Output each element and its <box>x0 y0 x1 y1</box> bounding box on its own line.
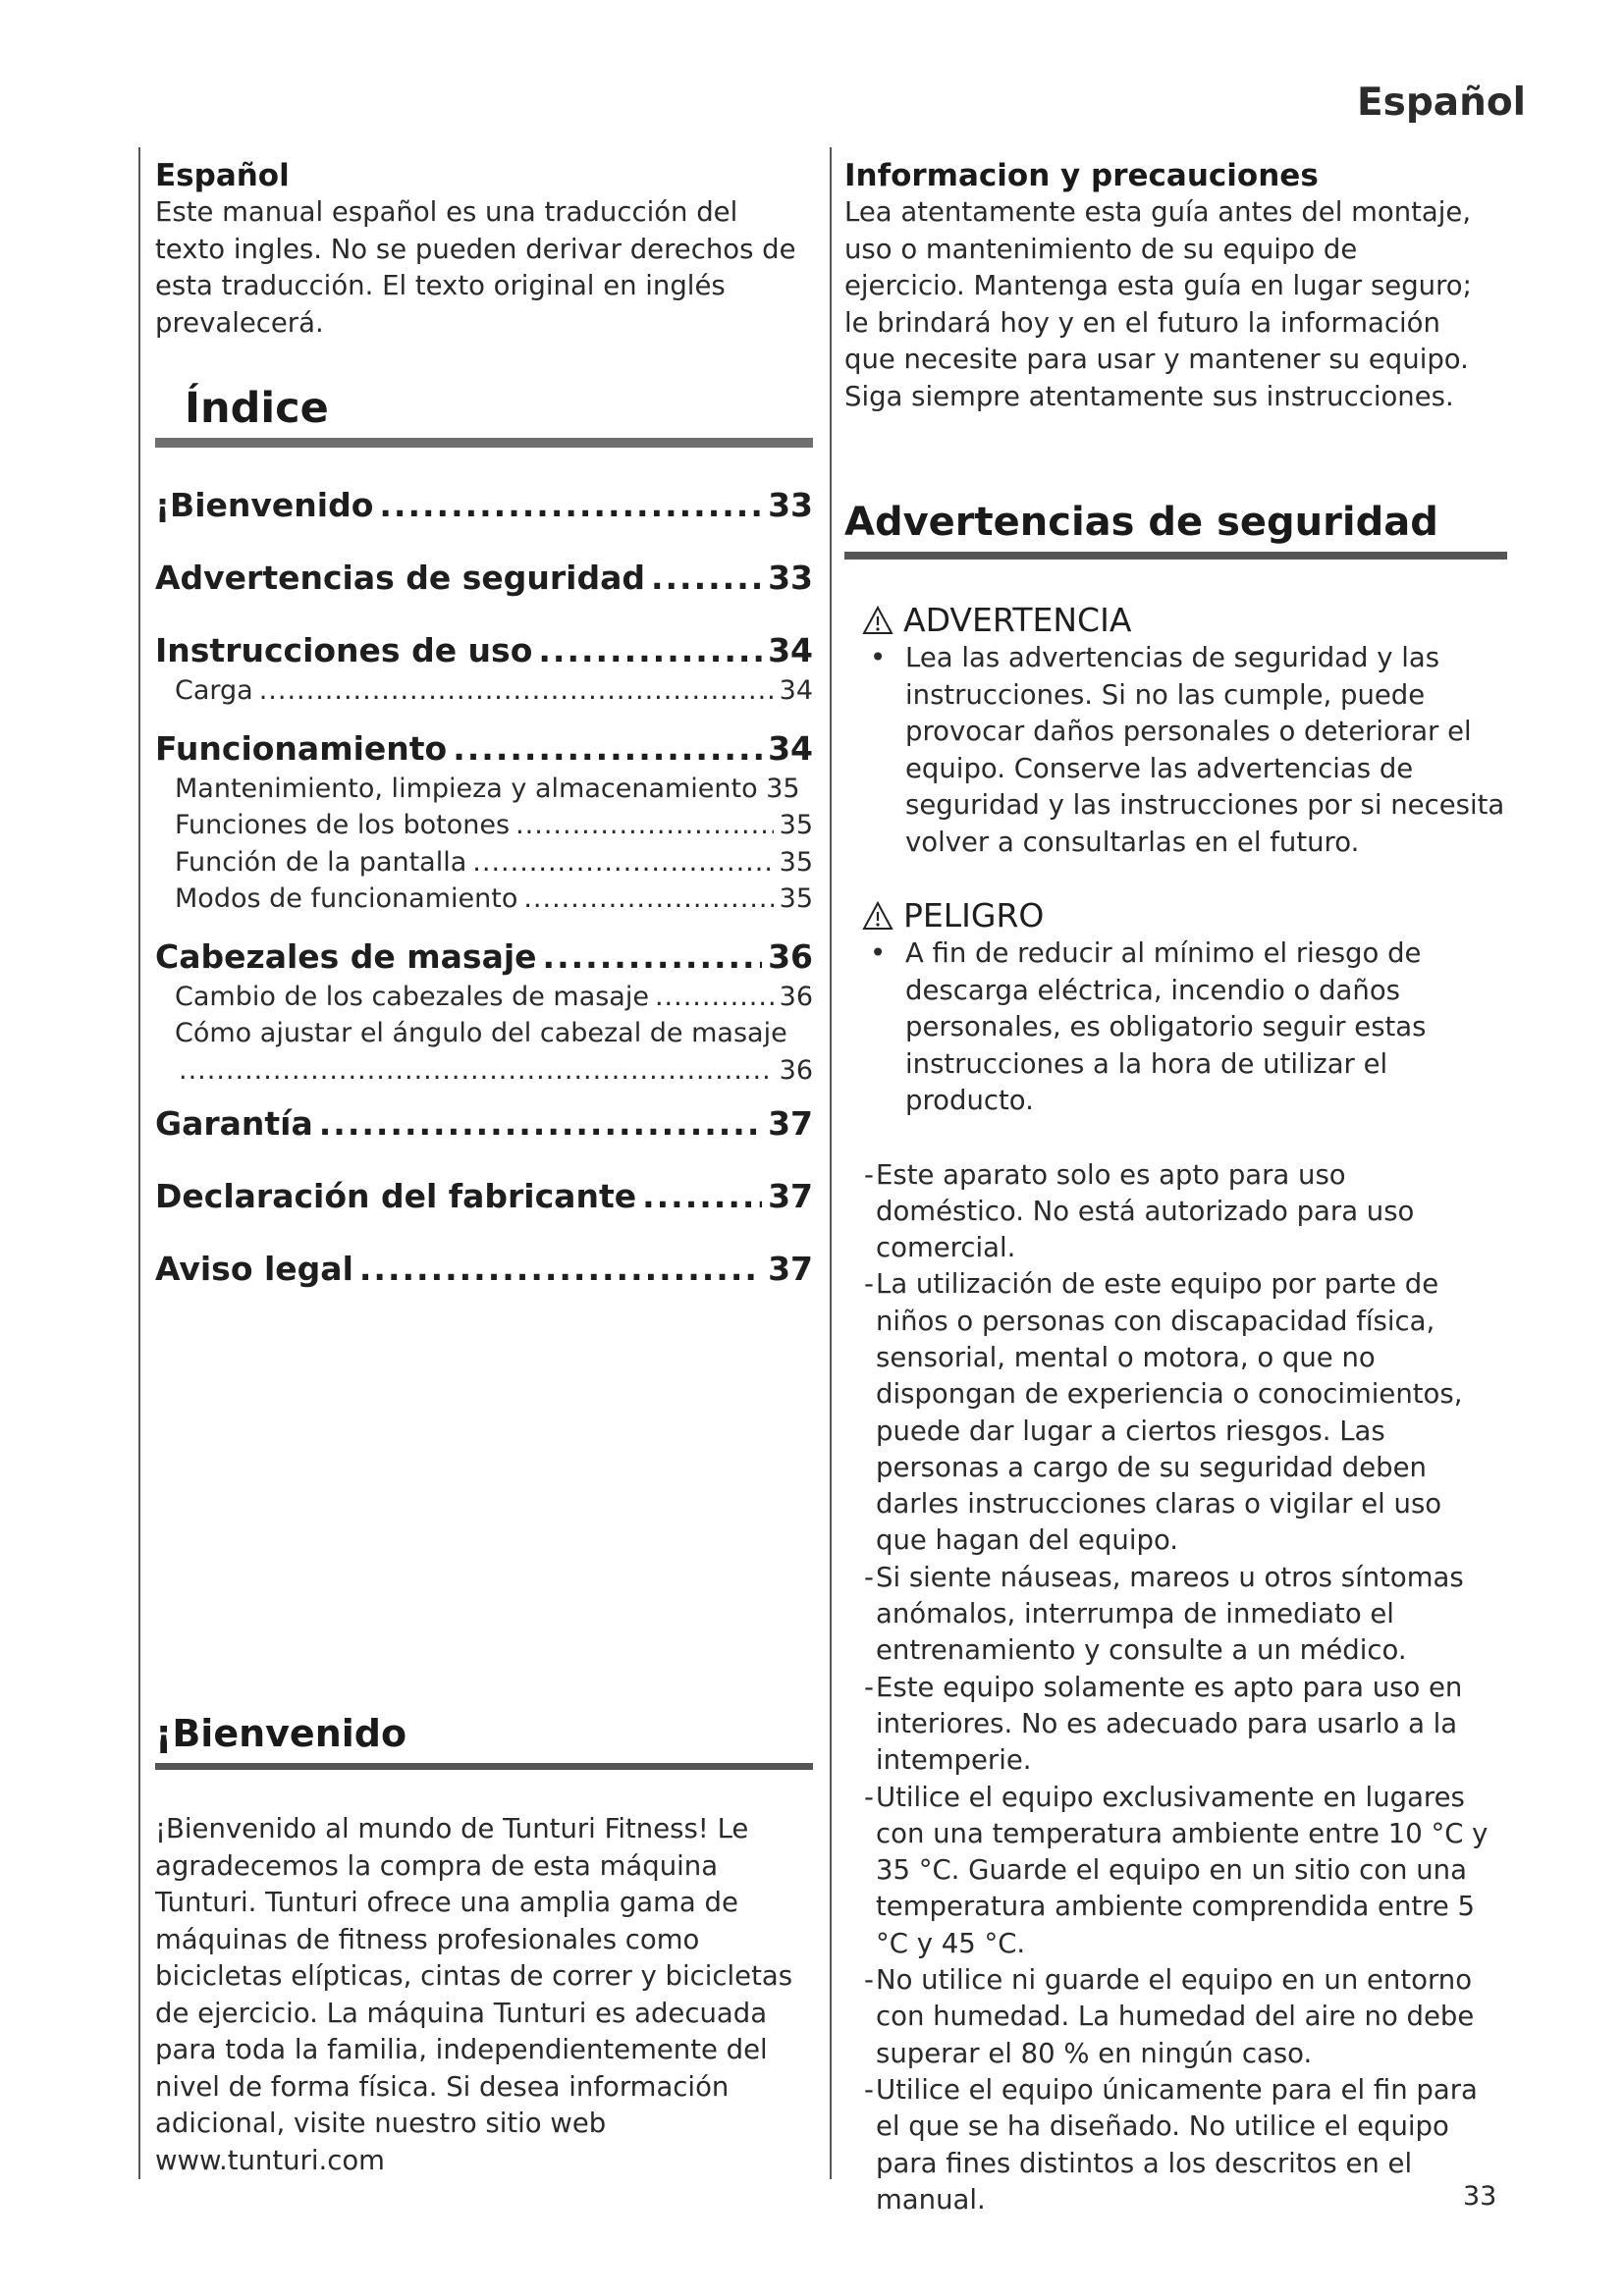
welcome-section <box>155 1708 813 2179</box>
welcome-title: ¡Bienvenido <box>155 1712 407 1755</box>
intro-section <box>155 157 813 342</box>
right-column-rule <box>830 147 832 2179</box>
info-title: Informacion y precauciones <box>844 158 1319 193</box>
toc-subentry-page: 35 <box>779 810 813 840</box>
toc-subentry-botones[interactable] <box>155 807 813 844</box>
dash-marker: - <box>864 1268 874 1301</box>
toc-entry-page: 37 <box>768 1250 813 1288</box>
toc-leader-dots <box>515 807 774 844</box>
toc-leader-dots <box>538 629 762 672</box>
toc-leader-dots <box>359 1248 762 1291</box>
toc-leader-dots <box>655 979 774 1016</box>
bullet-icon: • <box>870 642 887 673</box>
toc-subentry-label: Cómo ajustar el ángulo del cabezal de masaje <box>175 1018 787 1048</box>
danger-label: PELIGRO <box>903 896 1045 934</box>
toc-subentry-page: 35 <box>779 883 813 914</box>
toc-entry-page: 34 <box>768 631 813 669</box>
toc-leader-dots <box>259 672 774 710</box>
safety-rule-item <box>844 1266 1492 1559</box>
danger-heading <box>844 896 1507 935</box>
index-title: Índice <box>185 384 329 433</box>
toc-entry-page: 33 <box>768 559 813 597</box>
safety-rule-text: Utilice el equipo únicamente para el fin para el que se ha diseñado. No utilice el equipo para fines distintos a los descritos en el manual. <box>876 2073 1478 2216</box>
warning-label: ADVERTENCIA <box>903 601 1132 639</box>
toc-subentry-page: 34 <box>779 675 813 706</box>
toc-entry-funcionamiento[interactable] <box>155 727 813 771</box>
bullet-icon: • <box>870 937 887 969</box>
info-section <box>844 157 1507 415</box>
language-header: Español <box>1356 80 1526 125</box>
toc-leader-dots <box>453 727 762 771</box>
toc-entry-cabezales[interactable] <box>155 935 813 979</box>
safety-rule-item <box>844 1780 1492 1962</box>
safety-rule-item <box>844 1560 1492 1670</box>
safety-title-bar <box>844 552 1507 560</box>
toc-subentry-carga[interactable] <box>155 672 813 710</box>
toc-entry-label: Garantía <box>155 1104 313 1143</box>
toc-subentry-pantalla[interactable] <box>155 844 813 881</box>
safety-title: Advertencias de seguridad <box>844 500 1438 545</box>
warning-triangle-icon <box>862 606 893 635</box>
page-number: 33 <box>1463 2181 1497 2212</box>
toc-entry-page: 33 <box>768 486 813 524</box>
toc-entry-declaracion[interactable] <box>155 1175 813 1218</box>
toc-entry-label: ¡Bienvenido <box>155 486 374 524</box>
toc-leader-dots <box>379 484 762 527</box>
toc-entry-label: Funcionamiento <box>155 728 448 768</box>
toc-subentry-label: Carga <box>175 675 253 706</box>
toc-entry-label: Advertencias de seguridad <box>155 559 645 597</box>
warning-block <box>844 601 1507 861</box>
safety-rule-item <box>844 1670 1492 1780</box>
toc-entry-label: Instrucciones de uso <box>155 631 533 669</box>
toc-subentry-page: 35 <box>779 846 813 878</box>
warning-text: Lea las advertencias de seguridad y las instrucciones. Si no las cumple, puede provocar daños personales o deteriorar el equipo. Conserve las advertencias de seguridad y las instrucciones por si necesita volver a consultarlas en el futuro. <box>905 642 1505 858</box>
toc-subentry-label: Función de la pantalla <box>175 846 467 878</box>
toc-subentry-label: Mantenimiento, limpieza y almacenamiento 35 <box>175 773 800 804</box>
welcome-text: ¡Bienvenido al mundo de Tunturi Fitness! Le agradecemos la compra de esta máquina Tunturi. Tunturi ofrece una amplia gama de máquinas de fitness profesionales como bicicletas elípticas, cintas de correr y bicicletas de ejercicio. La máquina Tunturi es adecuada para toda la familia, independientemente del nivel de forma física. Si desea información adicional, visite nuestro sitio web www.tunturi.com <box>155 1813 793 2176</box>
left-column-rule <box>138 147 140 2179</box>
safety-rule-text: Este equipo solamente es apto para uso en interiores. No es adecuado para usarlo a la intemperie. <box>876 1671 1463 1777</box>
toc-leader-dots <box>642 1175 762 1218</box>
danger-text: A fin de reducir al mínimo el riesgo de descarga eléctrica, incendio o daños personales, es obligatorio seguir estas instrucciones a la hora de utilizar el producto. <box>905 937 1427 1116</box>
toc-leader-dots <box>179 1052 774 1090</box>
toc-subentry-mantenimiento[interactable] <box>155 771 813 808</box>
toc-subentry-angulo-page-line[interactable] <box>155 1052 813 1090</box>
toc-entry-bienvenido[interactable] <box>155 484 813 527</box>
toc-entry-label: Aviso legal <box>155 1250 353 1288</box>
safety-rule-text: No utilice ni guarde el equipo en un entorno con humedad. La humedad del aire no debe superar el 80 % en ningún caso. <box>876 1964 1475 2069</box>
toc-entry-instrucciones[interactable] <box>155 629 813 672</box>
toc-entry-page: 36 <box>768 936 813 976</box>
toc-subentry-page: 36 <box>779 981 813 1012</box>
dash-marker: - <box>864 1671 874 1703</box>
toc-leader-dots <box>319 1102 762 1146</box>
info-text: Lea atentamente esta guía antes del montaje, uso o mantenimiento de su equipo de ejercicio. Mantenga esta guía en lugar seguro; le brindará hoy y en el futuro la información que necesite para usar y mantener su equipo. Siga siempre atentamente sus instrucciones. <box>844 196 1472 412</box>
danger-text-item <box>844 935 1507 1120</box>
toc-leader-dots <box>472 844 773 881</box>
intro-text: Este manual español es una traducción del texto ingles. No se pueden derivar derechos de esta traducción. El texto original en inglés prevalecerá. <box>155 196 796 339</box>
left-column <box>155 157 813 2176</box>
toc-entry-label: Declaración del fabricante <box>155 1177 637 1215</box>
toc-leader-dots <box>651 557 762 600</box>
toc-entry-garantia[interactable] <box>155 1102 813 1146</box>
toc-entry-aviso-legal[interactable] <box>155 1248 813 1291</box>
toc-leader-dots <box>523 881 773 918</box>
warning-text-item <box>844 640 1507 861</box>
toc-entry-label: Cabezales de masaje <box>155 936 537 976</box>
safety-rule-item <box>844 1962 1492 2072</box>
table-of-contents <box>155 484 813 1291</box>
toc-subentry-cambio[interactable] <box>155 979 813 1016</box>
dash-marker: - <box>864 2073 874 2106</box>
welcome-title-bar <box>155 1763 813 1770</box>
dash-marker: - <box>864 1158 874 1191</box>
intro-title: Español <box>155 158 290 193</box>
safety-rule-text: La utilización de este equipo por parte de niños o personas con discapacidad física, sensorial, mental o motora, o que no dispongan de experiencia o conocimientos, puede dar lugar a ciertos riesgos. Las personas a cargo de su seguridad deben darles instrucciones claras o vigilar el uso que hagan del equipo. <box>876 1268 1463 1557</box>
safety-rules-list <box>844 1157 1492 2219</box>
toc-subentry-page: 36 <box>779 1054 813 1086</box>
toc-subentry-label: Cambio de los cabezales de masaje <box>175 981 649 1012</box>
toc-subentry-angulo[interactable] <box>155 1015 813 1052</box>
index-section <box>155 381 813 448</box>
dash-marker: - <box>864 1561 874 1593</box>
toc-subentry-label: Modos de funcionamiento <box>175 883 518 914</box>
safety-rule-text: Utilice el equipo exclusivamente en lugares con una temperatura ambiente entre 10 °C y 35 °C. Guarde el equipo en un sitio con una temperatura ambiente comprendida entre 5 °C y 45 °C. <box>876 1781 1489 1959</box>
toc-leader-dots <box>543 935 763 979</box>
warning-heading <box>844 601 1507 640</box>
safety-rule-item <box>844 2072 1492 2218</box>
safety-section <box>844 497 1507 2218</box>
toc-subentry-label: Funciones de los botones <box>175 810 511 840</box>
index-title-bar <box>155 438 813 448</box>
toc-entry-page: 37 <box>768 1104 813 1143</box>
toc-entry-page: 37 <box>768 1177 813 1215</box>
toc-entry-advertencias[interactable] <box>155 557 813 600</box>
toc-entry-page: 34 <box>768 728 813 768</box>
toc-subentry-modos[interactable] <box>155 881 813 918</box>
safety-rule-text: Este aparato solo es apto para uso doméstico. No está autorizado para uso comercial. <box>876 1158 1415 1264</box>
danger-block <box>844 896 1507 1120</box>
dash-marker: - <box>864 1964 874 1997</box>
safety-rule-text: Si siente náuseas, mareos u otros síntomas anómalos, interrumpa de inmediato el entrenamiento y consulte a un médico. <box>876 1561 1464 1667</box>
danger-triangle-icon <box>862 901 893 931</box>
dash-marker: - <box>864 1781 874 1813</box>
safety-rule-item <box>844 1157 1492 1267</box>
